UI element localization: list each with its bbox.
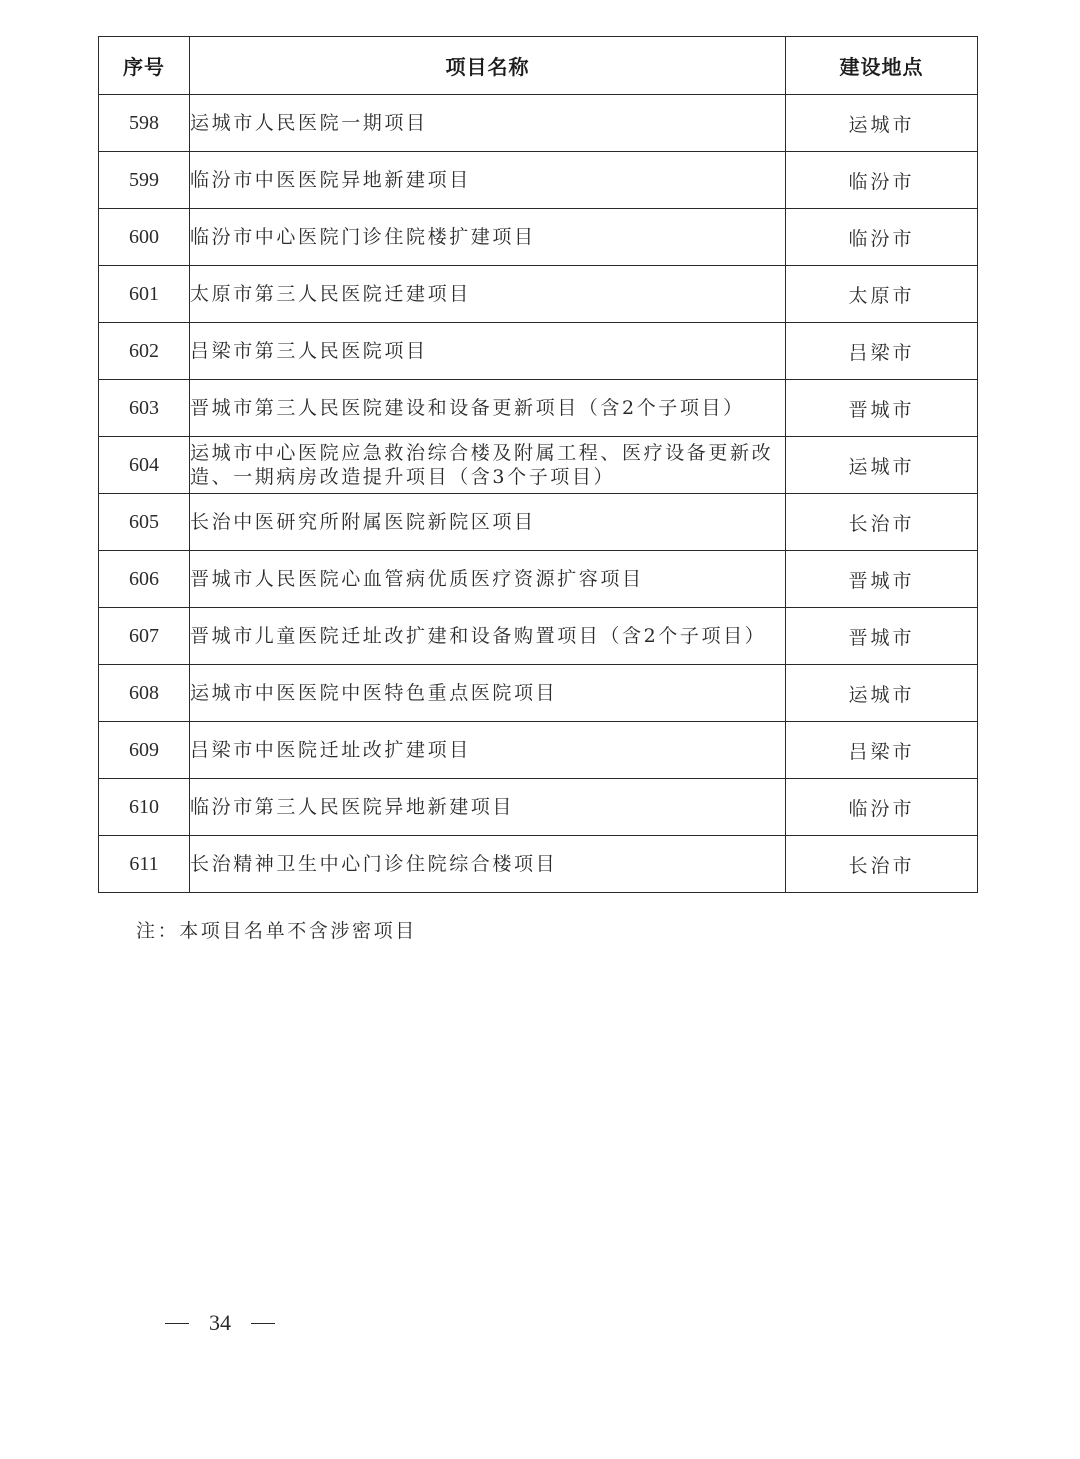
table-row <box>99 380 978 437</box>
table-row <box>99 323 978 380</box>
table-row <box>99 836 978 893</box>
serial-number-cell: 606 <box>99 551 190 608</box>
serial-number-cell: 600 <box>99 209 190 266</box>
table-row <box>99 551 978 608</box>
serial-number-cell: 602 <box>99 323 190 380</box>
serial-number-cell: 608 <box>99 665 190 722</box>
project-name-cell: 临汾市中医医院异地新建项目 <box>190 152 786 209</box>
dash-left-decoration <box>165 1323 189 1324</box>
serial-number-cell: 598 <box>99 95 190 152</box>
location-cell: 运城市 <box>786 665 978 722</box>
table-header <box>99 37 978 95</box>
table-row <box>99 494 978 551</box>
project-name-cell: 临汾市中心医院门诊住院楼扩建项目 <box>190 209 786 266</box>
location-cell: 临汾市 <box>786 209 978 266</box>
page-number <box>165 1310 275 1336</box>
location-cell: 临汾市 <box>786 779 978 836</box>
table-row <box>99 209 978 266</box>
project-name-cell: 运城市人民医院一期项目 <box>190 95 786 152</box>
table-row <box>99 437 978 494</box>
serial-number-cell: 599 <box>99 152 190 209</box>
project-name-cell: 长治精神卫生中心门诊住院综合楼项目 <box>190 836 786 893</box>
table-row <box>99 608 978 665</box>
project-name-cell: 太原市第三人民医院迁建项目 <box>190 266 786 323</box>
serial-number-cell: 610 <box>99 779 190 836</box>
location-cell: 吕梁市 <box>786 722 978 779</box>
location-cell: 长治市 <box>786 836 978 893</box>
location-cell: 晋城市 <box>786 551 978 608</box>
location-cell: 太原市 <box>786 266 978 323</box>
location-cell: 临汾市 <box>786 152 978 209</box>
header-serial-number: 序号 <box>99 37 190 95</box>
table-body <box>99 95 978 893</box>
serial-number-cell: 601 <box>99 266 190 323</box>
project-name-cell: 长治中医研究所附属医院新院区项目 <box>190 494 786 551</box>
project-name-cell: 运城市中医医院中医特色重点医院项目 <box>190 665 786 722</box>
project-name-cell: 吕梁市第三人民医院项目 <box>190 323 786 380</box>
header-project-name: 项目名称 <box>190 37 786 95</box>
table-row <box>99 266 978 323</box>
table-row <box>99 665 978 722</box>
project-name-cell: 晋城市儿童医院迁址改扩建和设备购置项目（含2个子项目） <box>190 608 786 665</box>
project-name-cell: 吕梁市中医院迁址改扩建项目 <box>190 722 786 779</box>
serial-number-cell: 603 <box>99 380 190 437</box>
dash-right-decoration <box>251 1323 275 1324</box>
table-row <box>99 152 978 209</box>
page-number-value: 34 <box>209 1310 231 1335</box>
serial-number-cell: 607 <box>99 608 190 665</box>
table-row <box>99 722 978 779</box>
location-cell: 长治市 <box>786 494 978 551</box>
header-row <box>99 37 978 95</box>
location-cell: 运城市 <box>786 437 978 494</box>
location-cell: 吕梁市 <box>786 323 978 380</box>
serial-number-cell: 605 <box>99 494 190 551</box>
serial-number-cell: 604 <box>99 437 190 494</box>
serial-number-cell: 611 <box>99 836 190 893</box>
table-row <box>99 95 978 152</box>
location-cell: 晋城市 <box>786 380 978 437</box>
table-row <box>99 779 978 836</box>
footnote: 注：本项目名单不含涉密项目 <box>136 920 417 942</box>
project-name-cell: 运城市中心医院应急救治综合楼及附属工程、医疗设备更新改造、一期病房改造提升项目（含3个子项目） <box>190 437 786 494</box>
project-name-cell: 临汾市第三人民医院异地新建项目 <box>190 779 786 836</box>
header-location: 建设地点 <box>786 37 978 95</box>
location-cell: 晋城市 <box>786 608 978 665</box>
serial-number-cell: 609 <box>99 722 190 779</box>
project-name-cell: 晋城市人民医院心血管病优质医疗资源扩容项目 <box>190 551 786 608</box>
project-name-cell: 晋城市第三人民医院建设和设备更新项目（含2个子项目） <box>190 380 786 437</box>
location-cell: 运城市 <box>786 95 978 152</box>
project-table <box>98 36 978 893</box>
